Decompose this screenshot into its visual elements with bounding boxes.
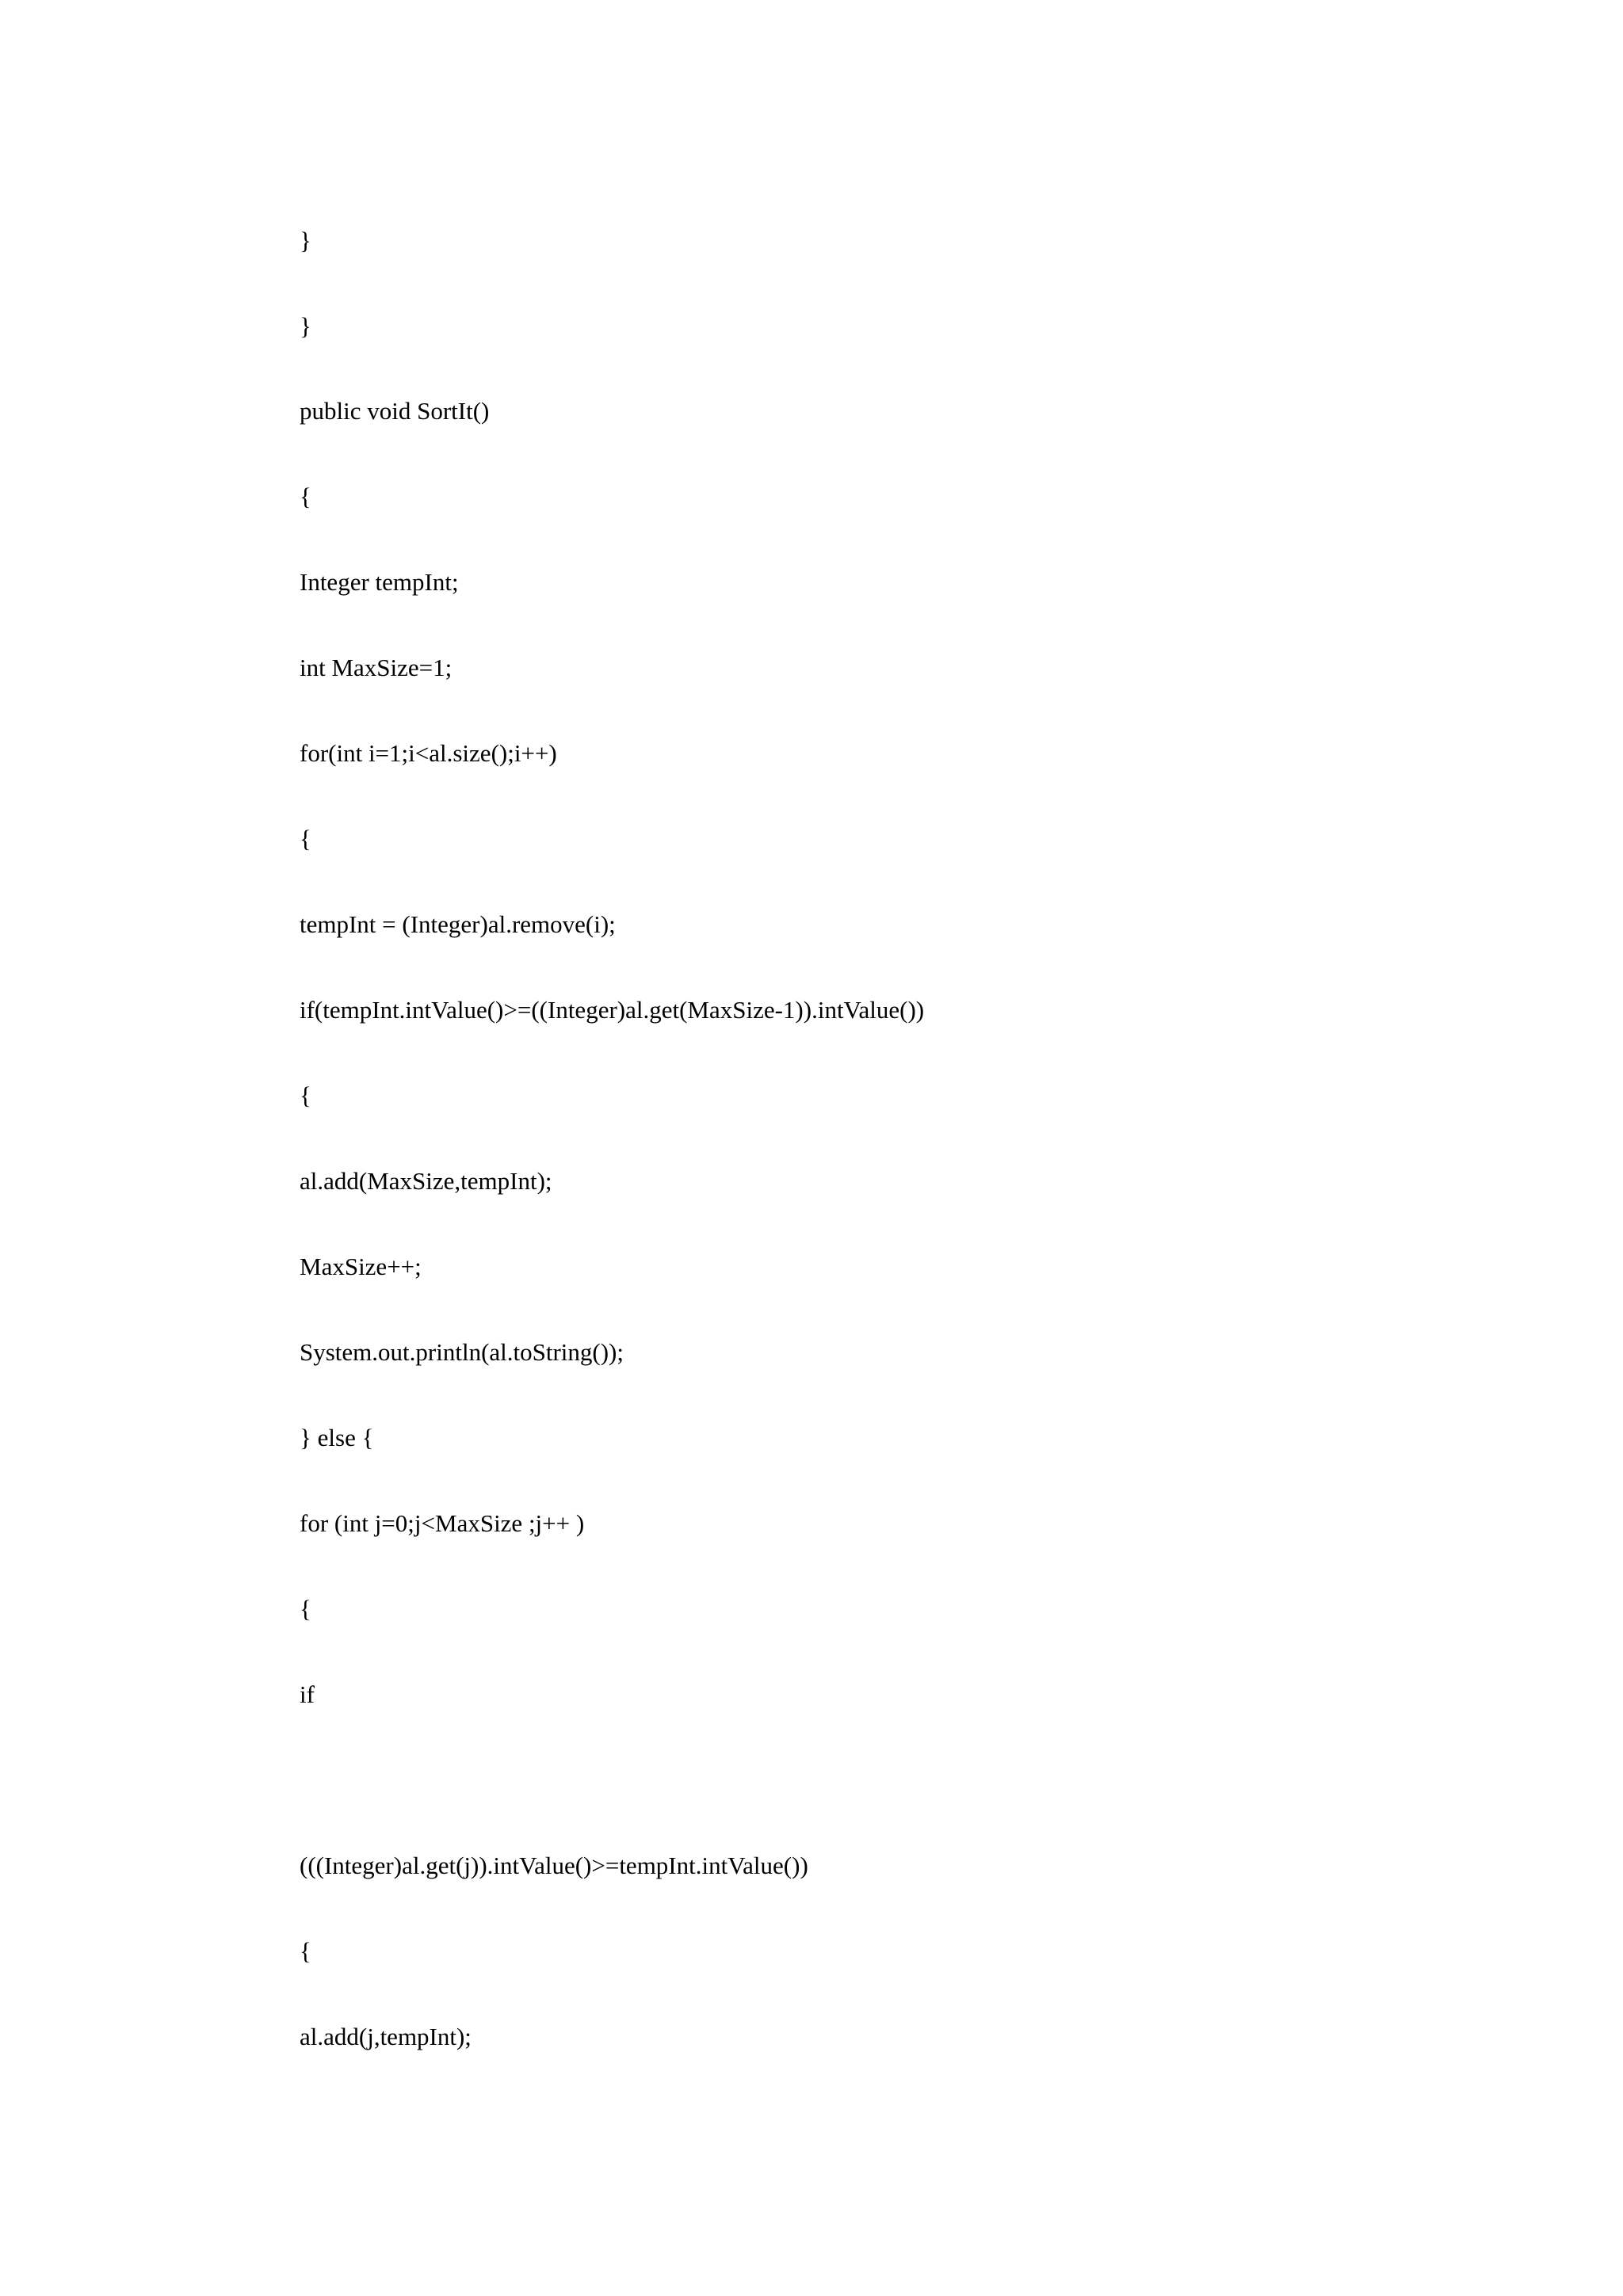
code-line: { <box>300 825 311 852</box>
code-line: { <box>300 1937 311 1965</box>
code-line: (((Integer)al.get(j)).intValue()>=tempInt.intValue()) <box>300 1852 808 1879</box>
code-line: if(tempInt.intValue()>=((Integer)al.get(MaxSize-1)).intValue()) <box>300 996 925 1024</box>
code-line: al.add(MaxSize,tempInt); <box>300 1167 552 1195</box>
code-line: tempInt = (Integer)al.remove(i); <box>300 910 616 938</box>
code-line: al.add(j,tempInt); <box>300 2023 472 2050</box>
code-line: } <box>300 227 311 254</box>
code-line: Integer tempInt; <box>300 568 459 596</box>
code-line: { <box>300 1081 311 1109</box>
code-line: MaxSize++; <box>300 1253 422 1280</box>
code-line: public void SortIt() <box>300 397 490 425</box>
code-line: if <box>300 1680 315 1708</box>
code-line: { <box>300 1595 311 1623</box>
code-line: for (int j=0;j<MaxSize ;j++ ) <box>300 1509 585 1537</box>
code-line: } <box>300 312 311 340</box>
code-line: { <box>300 482 311 510</box>
code-line: for(int i=1;i<al.size();i++) <box>300 739 557 767</box>
code-line: int MaxSize=1; <box>300 654 453 681</box>
code-line: System.out.println(al.toString()); <box>300 1338 624 1366</box>
code-line: } else { <box>300 1424 374 1451</box>
